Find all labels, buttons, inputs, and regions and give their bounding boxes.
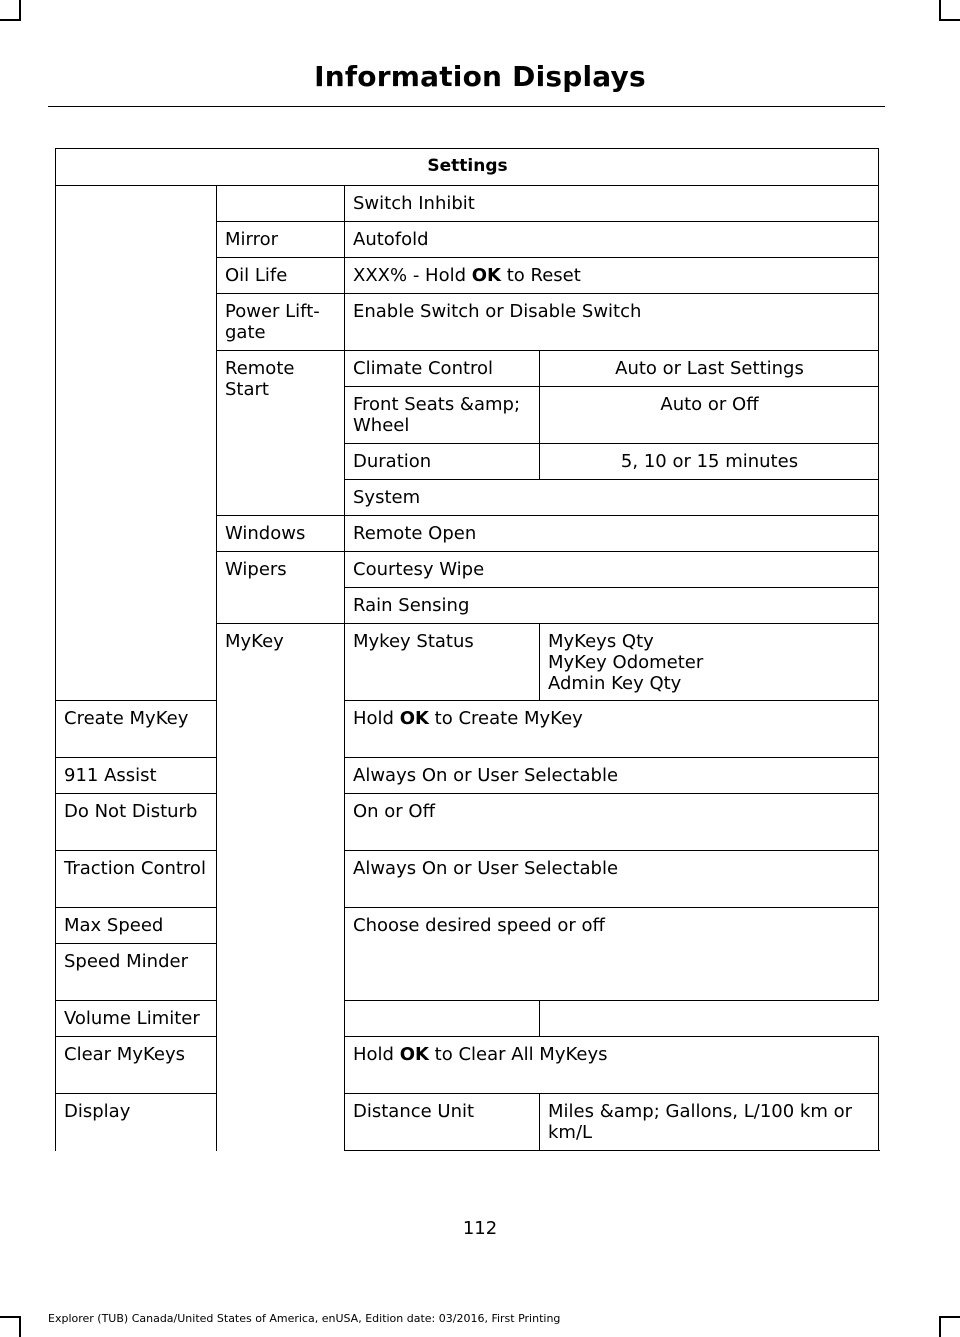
value-line: Admin Key Qty xyxy=(548,673,682,694)
label-cell: Wipers xyxy=(217,552,345,624)
value-cell: Remote Open xyxy=(345,516,879,552)
label-cell: Volume Limiter xyxy=(56,1001,540,1037)
page-title: Information Displays xyxy=(314,60,646,93)
value-cell xyxy=(345,258,879,294)
footer-edition-note: Explorer (TUB) Canada/United States of America, enUSA, Edition date: 03/2016, First Printing xyxy=(48,1312,561,1325)
value-text: Hold xyxy=(353,1044,400,1065)
value-cell: Rain Sensing xyxy=(345,588,879,624)
sublabel-cell: System xyxy=(345,480,879,516)
label-cell: Traction Control xyxy=(56,851,217,908)
label-cell: Windows xyxy=(217,516,345,552)
label-cell: Max Speed xyxy=(56,908,217,944)
section-cell: MyKey xyxy=(217,624,345,1151)
value-cell: Always On or User Selectable xyxy=(345,758,879,794)
value-cell: Autofold xyxy=(345,222,879,258)
value-cell xyxy=(345,1037,879,1094)
crop-mark xyxy=(0,19,19,21)
value-cell: Choose desired speed or off xyxy=(345,908,879,1001)
value-line: MyKey Odometer xyxy=(548,652,704,673)
label-cell: Do Not Disturb xyxy=(56,794,217,851)
label-cell: Clear MyKeys xyxy=(56,1037,217,1094)
value-cell: Courtesy Wipe xyxy=(345,552,879,588)
table-row xyxy=(56,851,879,908)
label-cell: Distance Unit xyxy=(345,1094,540,1151)
label-cell: Remote Start xyxy=(217,351,345,516)
label-cell: 911 Assist xyxy=(56,758,217,794)
label-cell: Mirror xyxy=(217,222,345,258)
table-heading: Settings xyxy=(56,149,879,186)
settings-table xyxy=(55,148,879,1151)
crop-mark xyxy=(939,19,960,21)
value-text: XXX% - Hold xyxy=(353,265,472,286)
crop-mark xyxy=(19,0,21,21)
label-cell: Create MyKey xyxy=(56,701,217,758)
label-cell: Power Lift-gate xyxy=(217,294,345,351)
crop-mark xyxy=(939,1316,960,1318)
sublabel-cell: Front Seats &amp; Wheel xyxy=(345,387,540,444)
value-cell: Switch Inhibit xyxy=(345,186,879,222)
ok-keyword: OK xyxy=(399,1044,429,1065)
value-cell xyxy=(540,624,879,701)
value-cell: Enable Switch or Disable Switch xyxy=(345,294,879,351)
value-text: to Clear All MyKeys xyxy=(428,1044,608,1065)
table-row xyxy=(56,186,879,222)
crop-mark xyxy=(939,1316,941,1337)
label-cell: Speed Minder xyxy=(56,944,217,1001)
value-cell: Miles &amp; Gallons, L/100 km or km/L xyxy=(540,1094,879,1151)
table-row xyxy=(56,1001,879,1037)
value-text: Hold xyxy=(353,708,400,729)
value-cell: 5, 10 or 15 minutes xyxy=(540,444,879,480)
table-row xyxy=(56,908,879,944)
section-cell: Display xyxy=(56,1094,217,1151)
crop-mark xyxy=(19,1316,21,1337)
header-divider xyxy=(48,106,885,107)
crop-mark xyxy=(0,1316,19,1318)
ok-keyword: OK xyxy=(399,708,429,729)
table-row xyxy=(56,701,879,758)
value-cell: Always On or User Selectable xyxy=(345,851,879,908)
value-cell xyxy=(345,701,879,758)
sublabel-cell: Climate Control xyxy=(345,351,540,387)
label-cell: Oil Life xyxy=(217,258,345,294)
value-cell: Auto or Last Settings xyxy=(540,351,879,387)
value-cell: Auto or Off xyxy=(540,387,879,444)
table-row xyxy=(56,794,879,851)
table-row xyxy=(56,758,879,794)
section-cell xyxy=(56,186,217,701)
value-cell: On or Off xyxy=(345,794,879,851)
sublabel-cell: Duration xyxy=(345,444,540,480)
label-cell: Mykey Status xyxy=(345,624,540,701)
value-text: to Reset xyxy=(500,265,581,286)
page-number: 112 xyxy=(462,1218,498,1239)
label-cell xyxy=(217,186,345,222)
table-row xyxy=(56,1037,879,1094)
ok-keyword: OK xyxy=(471,265,501,286)
table-row xyxy=(56,1094,879,1151)
value-line: MyKeys Qty xyxy=(548,631,654,652)
crop-mark xyxy=(939,0,941,21)
value-text: to Create MyKey xyxy=(428,708,583,729)
